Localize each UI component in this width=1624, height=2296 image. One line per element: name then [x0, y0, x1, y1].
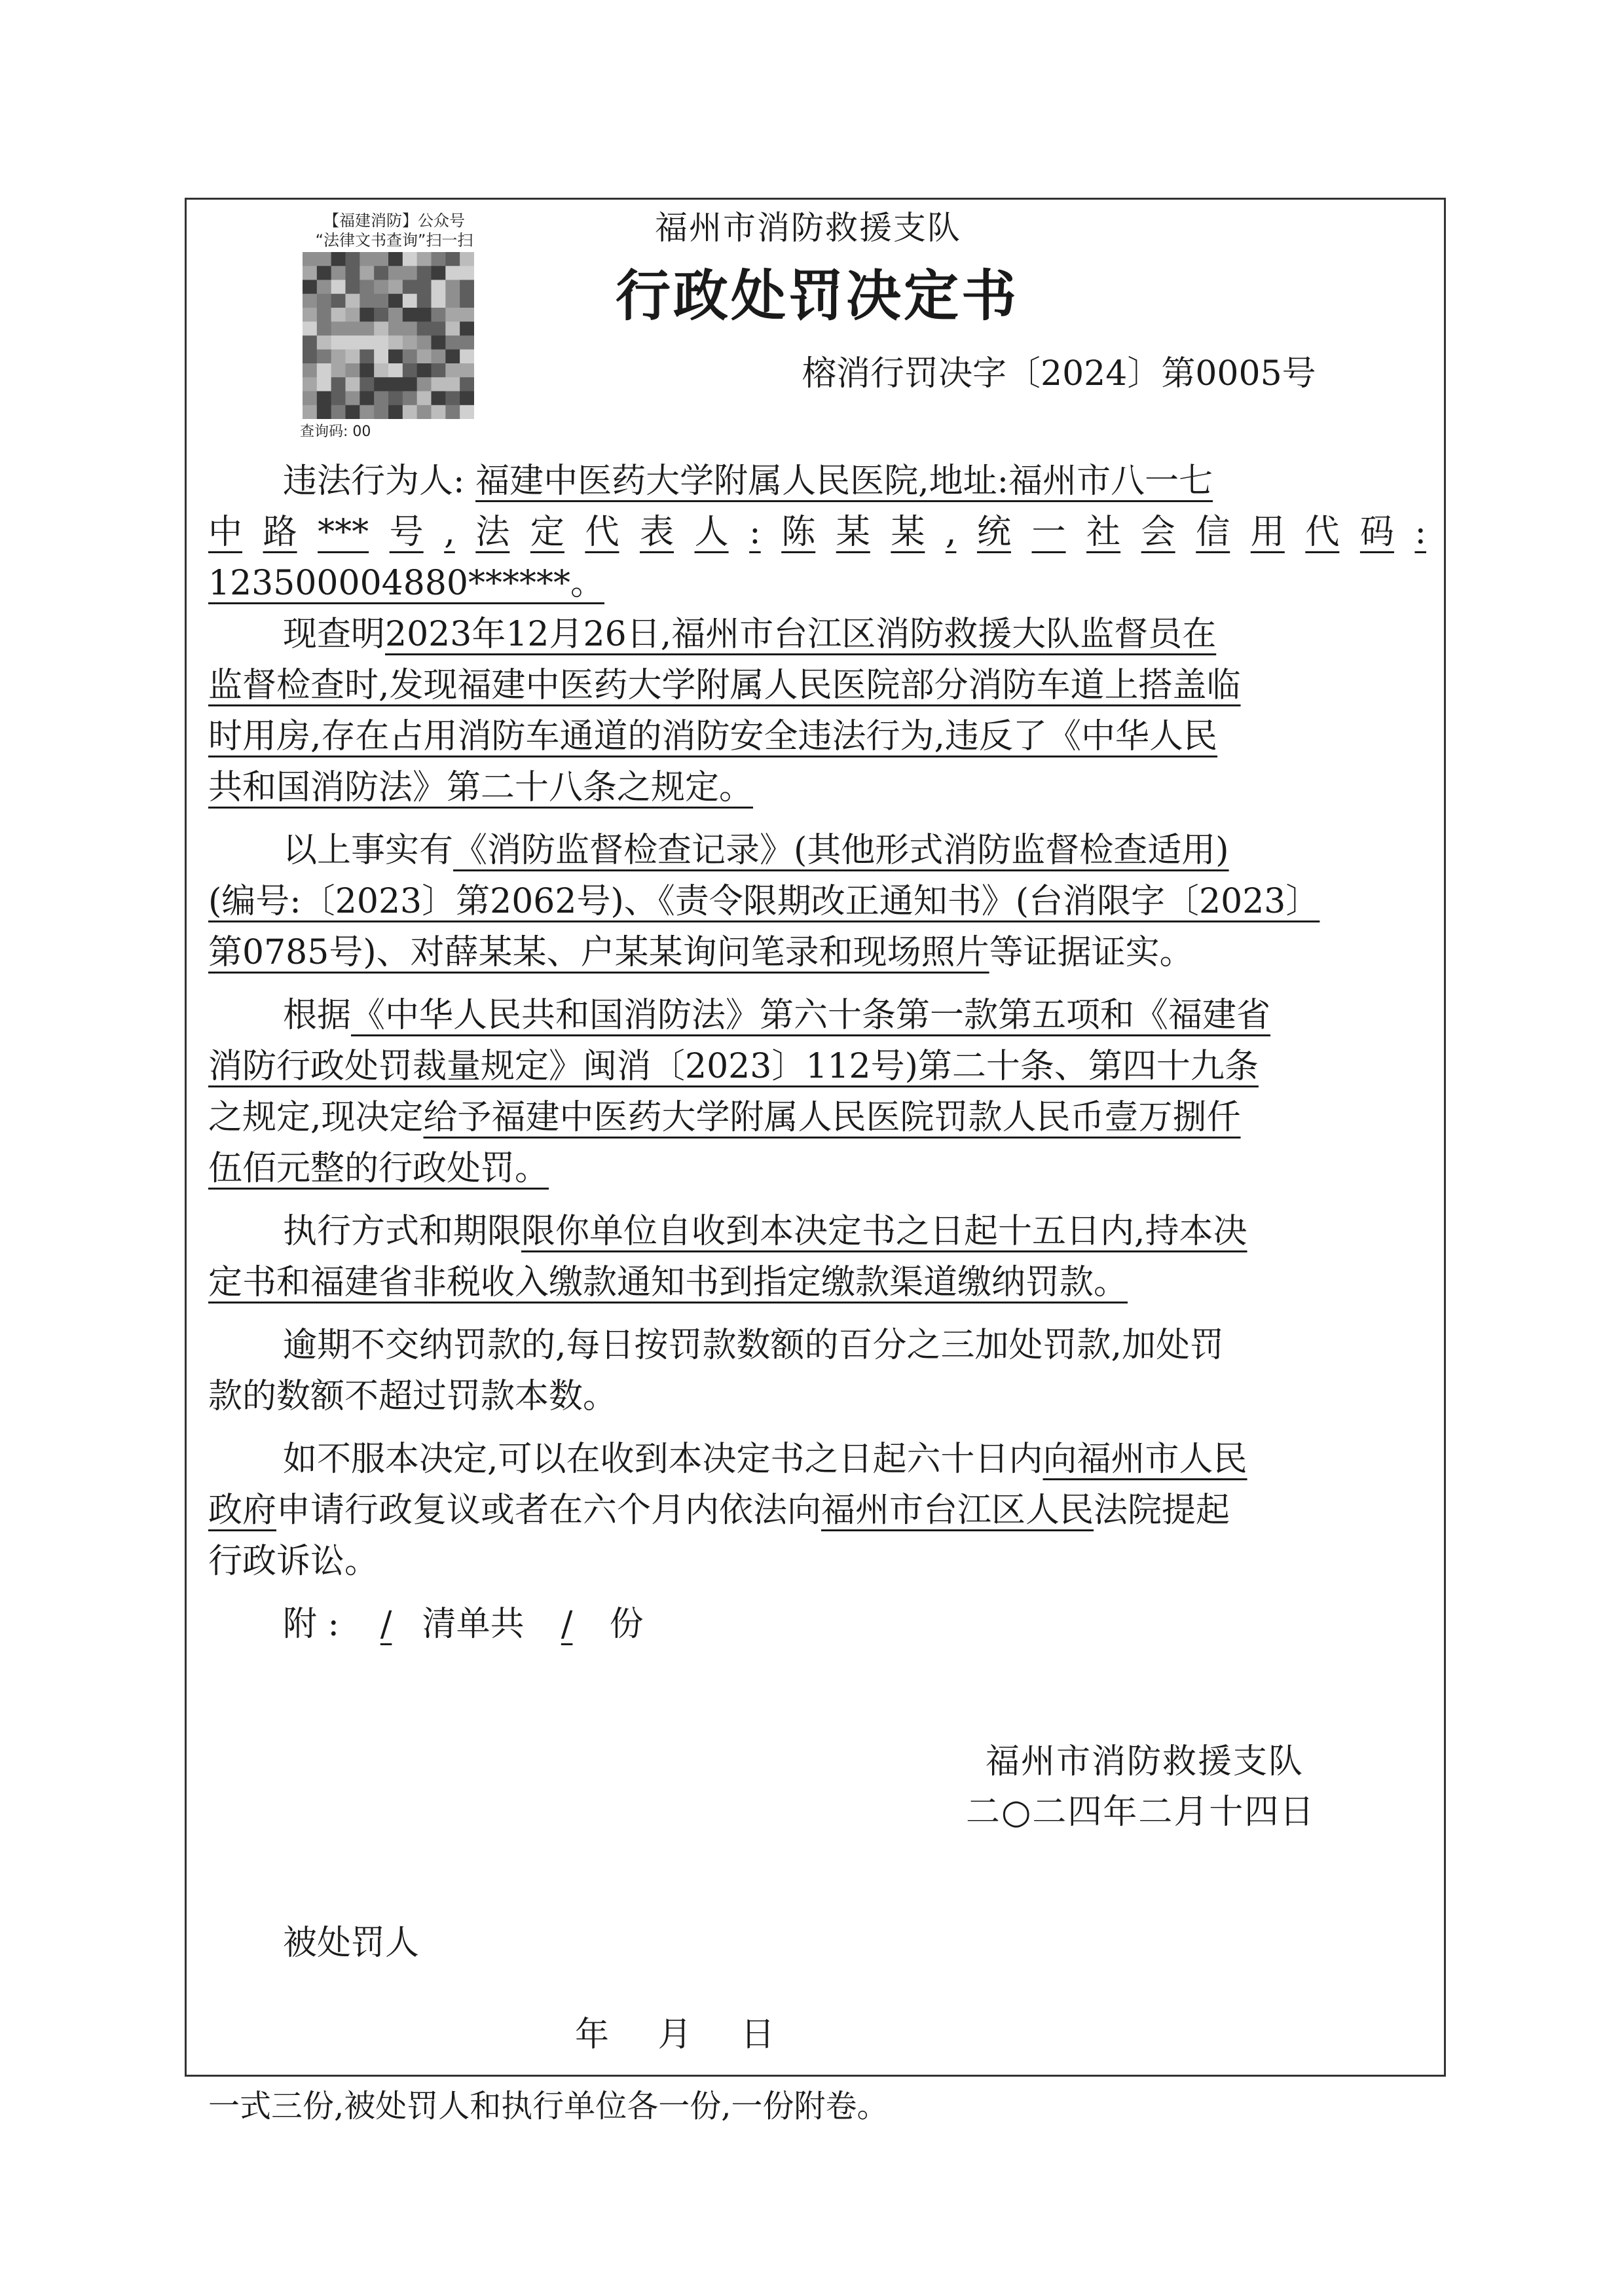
- qr-cell: [432, 294, 446, 308]
- qr-cell: [374, 336, 388, 350]
- findings-line-2: 监督检查时,发现福建中医药大学附属人民医院部分消防车道上搭盖临: [208, 666, 1241, 705]
- qr-cell: [360, 363, 374, 378]
- evidence-line-1: 以上事实有《消防监督检查记录》(其他形式消防监督检查适用): [283, 831, 1229, 870]
- evidence-line-3: 第0785号)、对薛某某、户某某询问笔录和现场照片等证据证实。: [208, 933, 1194, 972]
- qr-cell: [460, 252, 474, 266]
- qr-cell: [460, 392, 474, 406]
- qr-cell: [374, 280, 388, 295]
- qr-cell: [317, 377, 331, 392]
- qr-cell: [303, 321, 317, 336]
- qr-cell: [403, 377, 417, 392]
- findings-line-4: 共和国消防法》第二十八条之规定。: [208, 768, 754, 807]
- qr-cell: [460, 294, 474, 308]
- qr-cell: [374, 266, 388, 280]
- qr-cell: [388, 405, 403, 419]
- qr-cell: [303, 392, 317, 406]
- qr-cell: [346, 336, 360, 350]
- qr-cell: [317, 266, 331, 280]
- qr-cell: [346, 350, 360, 364]
- qr-cell: [331, 350, 346, 364]
- qr-cell: [445, 321, 460, 336]
- qr-cell: [346, 377, 360, 392]
- qr-cell: [331, 392, 346, 406]
- qr-caption-line1: 【福建消防】公众号: [323, 211, 465, 230]
- qr-cell: [445, 308, 460, 322]
- qr-cell: [388, 392, 403, 406]
- qr-cell: [432, 266, 446, 280]
- qr-cell: [460, 280, 474, 295]
- qr-cell: [388, 252, 403, 266]
- qr-cell: [317, 350, 331, 364]
- qr-cell: [303, 266, 317, 280]
- qr-cell: [403, 392, 417, 406]
- qr-cell: [388, 350, 403, 364]
- qr-cell: [317, 252, 331, 266]
- qr-cell: [303, 280, 317, 295]
- qr-cell: [432, 350, 446, 364]
- qr-cell: [360, 280, 374, 295]
- qr-cell: [317, 405, 331, 419]
- qr-cell: [460, 405, 474, 419]
- qr-cell: [445, 363, 460, 378]
- qr-cell: [432, 252, 446, 266]
- qr-cell: [360, 336, 374, 350]
- qr-cell: [445, 280, 460, 295]
- qr-cell: [403, 321, 417, 336]
- qr-cell: [346, 321, 360, 336]
- qr-cell: [360, 350, 374, 364]
- qr-cell: [331, 266, 346, 280]
- qr-cell: [317, 294, 331, 308]
- qr-cell: [374, 252, 388, 266]
- qr-cell: [417, 308, 432, 322]
- qr-cell: [317, 363, 331, 378]
- qr-cell: [403, 350, 417, 364]
- qr-cell: [388, 377, 403, 392]
- qr-cell: [346, 266, 360, 280]
- qr-cell: [417, 350, 432, 364]
- execution-line-1: 执行方式和期限限你单位自收到本决定书之日起十五日内,持本决: [283, 1212, 1247, 1251]
- document-number: 榕消行罚决字〔2024〕第0005号: [802, 354, 1316, 393]
- qr-cell: [403, 308, 417, 322]
- qr-cell: [360, 252, 374, 266]
- attachment-count-field: /: [380, 1605, 392, 1644]
- qr-cell: [432, 280, 446, 295]
- qr-cell: [346, 280, 360, 295]
- basis-line-1: 根据《中华人民共和国消防法》第六十条第一款第五项和《福建省: [283, 996, 1271, 1035]
- qr-cell: [374, 377, 388, 392]
- qr-cell: [460, 266, 474, 280]
- basis-line-2: 消防行政处罚裁量规定》闽消〔2023〕112号)第二十条、第四十九条: [208, 1047, 1259, 1086]
- qr-cell: [346, 294, 360, 308]
- qr-cell: [360, 392, 374, 406]
- qr-cell: [360, 377, 374, 392]
- qr-cell: [346, 363, 360, 378]
- qr-cell: [432, 405, 446, 419]
- qr-cell: [445, 336, 460, 350]
- qr-cell: [403, 280, 417, 295]
- qr-cell: [331, 377, 346, 392]
- qr-cell: [417, 377, 432, 392]
- basis-line-3: 之规定,现决定给予福建中医药大学附属人民医院罚款人民币壹万捌仟: [208, 1098, 1241, 1137]
- qr-cell: [445, 377, 460, 392]
- qr-cell: [388, 321, 403, 336]
- qr-cell: [360, 405, 374, 419]
- qr-cell: [388, 294, 403, 308]
- qr-cell: [460, 321, 474, 336]
- late-penalty-line-2: 款的数额不超过罚款本数。: [208, 1377, 618, 1416]
- qr-cell: [360, 321, 374, 336]
- attachment-copies-field: /: [561, 1605, 573, 1644]
- qr-cell: [403, 336, 417, 350]
- qr-cell: [417, 280, 432, 295]
- qr-cell: [388, 308, 403, 322]
- qr-cell: [303, 294, 317, 308]
- qr-cell: [388, 266, 403, 280]
- qr-cell: [432, 377, 446, 392]
- penalized-party-date: 年 月 日: [575, 2015, 775, 2054]
- attachment-line: 附 : / 清单共 / 份: [283, 1599, 644, 1650]
- qr-cell: [331, 294, 346, 308]
- qr-cell: [417, 392, 432, 406]
- appeal-line-3: 行政诉讼。: [208, 1542, 379, 1581]
- qr-cell: [460, 336, 474, 350]
- qr-cell: [403, 363, 417, 378]
- qr-cell: [303, 377, 317, 392]
- qr-cell: [417, 336, 432, 350]
- qr-cell: [432, 392, 446, 406]
- penalized-party-label: 被处罚人: [283, 1923, 420, 1963]
- findings-line-3: 时用房,存在占用消防车通道的消防安全违法行为,违反了《中华人民: [208, 717, 1218, 756]
- qr-cell: [346, 392, 360, 406]
- qr-cell: [417, 405, 432, 419]
- qr-cell: [374, 350, 388, 364]
- qr-code-icon[interactable]: [303, 252, 474, 419]
- qr-cell: [432, 363, 446, 378]
- qr-cell: [388, 363, 403, 378]
- qr-cell: [403, 405, 417, 419]
- qr-cell: [445, 405, 460, 419]
- qr-cell: [374, 392, 388, 406]
- findings-line-1: 现查明2023年12月26日,福州市台江区消防救援大队监督员在: [283, 615, 1217, 654]
- execution-line-2: 定书和福建省非税收入缴款通知书到指定缴款渠道缴纳罚款。: [208, 1263, 1128, 1302]
- appeal-line-1: 如不服本决定,可以在收到本决定书之日起六十日内向福州市人民: [283, 1440, 1247, 1479]
- qr-cell: [331, 336, 346, 350]
- qr-cell: [403, 294, 417, 308]
- qr-cell: [374, 308, 388, 322]
- qr-cell: [417, 252, 432, 266]
- qr-cell: [303, 363, 317, 378]
- qr-cell: [388, 280, 403, 295]
- violator-line-2: 中 路 *** 号 , 法 定 代 表 人 : 陈 某 某 , 统 一 社 会 信 用 代 码 :: [208, 513, 1426, 552]
- qr-cell: [417, 294, 432, 308]
- qr-cell: [374, 294, 388, 308]
- qr-cell: [360, 266, 374, 280]
- qr-cell: [317, 336, 331, 350]
- qr-cell: [303, 308, 317, 322]
- qr-cell: [331, 405, 346, 419]
- qr-cell: [331, 308, 346, 322]
- qr-cell: [317, 308, 331, 322]
- qr-cell: [403, 252, 417, 266]
- qr-cell: [432, 336, 446, 350]
- qr-caption-line2: “法律文书查询”扫一扫: [315, 231, 473, 249]
- document-title: 行政处罚决定书: [616, 263, 1020, 328]
- qr-cell: [445, 252, 460, 266]
- violator-line-1: 违法行为人: 福建中医药大学附属人民医院,地址:福州市八一七: [283, 462, 1213, 501]
- qr-cell: [303, 405, 317, 419]
- qr-cell: [360, 294, 374, 308]
- qr-cell: [303, 336, 317, 350]
- qr-cell: [445, 266, 460, 280]
- qr-cell: [303, 252, 317, 266]
- qr-cell: [331, 252, 346, 266]
- qr-cell: [317, 280, 331, 295]
- qr-cell: [331, 280, 346, 295]
- qr-query-code: 查询码: 00: [300, 424, 371, 440]
- qr-cell: [417, 321, 432, 336]
- qr-cell: [432, 321, 446, 336]
- qr-cell: [445, 392, 460, 406]
- qr-cell: [460, 363, 474, 378]
- violator-line-3: 123500004880******。: [208, 564, 605, 603]
- qr-cell: [417, 266, 432, 280]
- qr-cell: [374, 363, 388, 378]
- qr-cell: [460, 308, 474, 322]
- late-penalty-line-1: 逾期不交纳罚款的,每日按罚款数额的百分之三加处罚款,加处罚: [283, 1326, 1225, 1365]
- signing-agency: 福州市消防救援支队: [986, 1742, 1304, 1781]
- qr-cell: [417, 363, 432, 378]
- qr-cell: [460, 350, 474, 364]
- qr-cell: [445, 350, 460, 364]
- qr-cell: [331, 321, 346, 336]
- qr-cell: [331, 363, 346, 378]
- copies-footnote: 一式三份,被处罚人和执行单位各一份,一份附卷。: [208, 2088, 889, 2124]
- qr-cell: [360, 308, 374, 322]
- qr-cell: [346, 308, 360, 322]
- qr-cell: [374, 405, 388, 419]
- qr-cell: [432, 308, 446, 322]
- qr-cell: [317, 321, 331, 336]
- qr-cell: [460, 377, 474, 392]
- qr-cell: [403, 266, 417, 280]
- qr-cell: [346, 405, 360, 419]
- qr-cell: [317, 392, 331, 406]
- signing-date: 二○二四年二月十四日: [966, 1793, 1316, 1832]
- qr-cell: [303, 350, 317, 364]
- qr-cell: [346, 252, 360, 266]
- basis-line-4: 伍佰元整的行政处罚。: [208, 1149, 549, 1188]
- appeal-line-2: 政府申请行政复议或者在六个月内依法向福州市台江区人民法院提起: [208, 1491, 1230, 1530]
- evidence-line-2: (编号:〔2023〕第2062号)、《责令限期改正通知书》(台消限字〔2023〕: [208, 882, 1320, 921]
- issuing-agency-header: 福州市消防救援支队: [655, 209, 961, 247]
- qr-cell: [445, 294, 460, 308]
- qr-cell: [388, 336, 403, 350]
- qr-cell: [374, 321, 388, 336]
